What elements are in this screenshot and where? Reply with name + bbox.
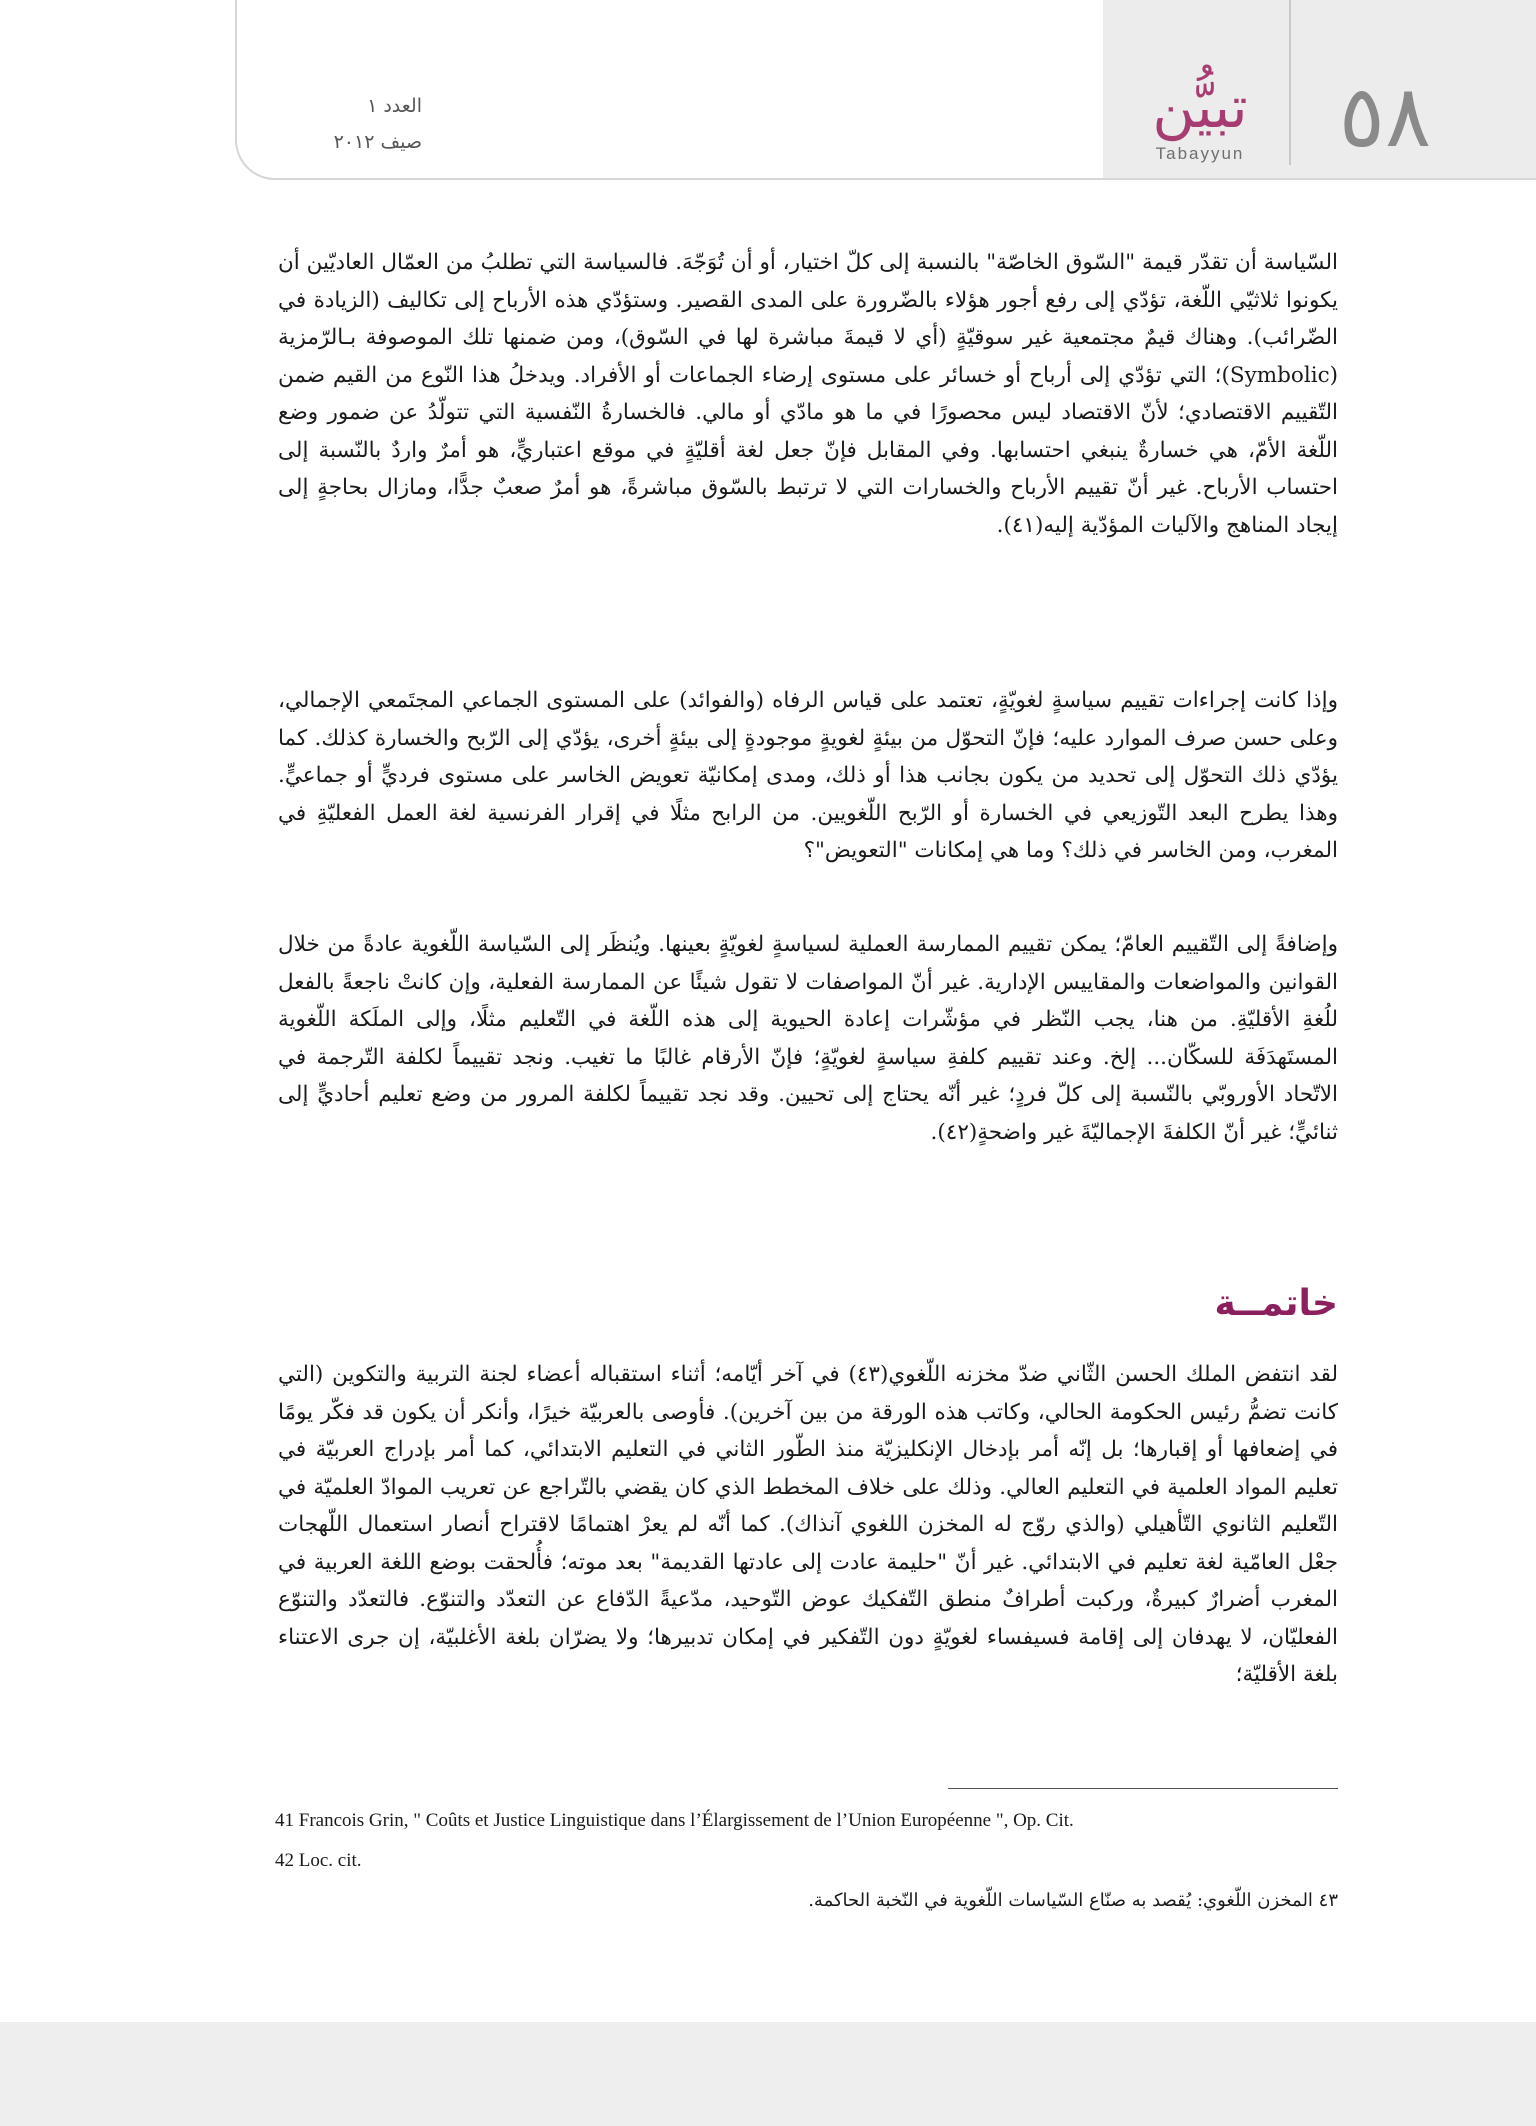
issue-number: العدد ١ [367, 95, 422, 117]
body-paragraph: لقد انتفض الملك الحسن الثّاني ضدّ مخزنه اللّغوي(٤٣) في آخر أيّامه؛ أثناء استقباله أعضاء لجنة التربية والتكوين (التي كانت تضمُّ رئيس الحكومة الحالي، وكاتب هذه الورقة من بين آخرين). فأوصى بالعربيّة خيرًا، وأنكر أن يكون قد فكّر يومًا في إضعافها أو إقبارها؛ بل إنّه أمر بإدخال الإنكليزيّة منذ الطّور الثاني في التعليم الابتدائي، كما أمر بإدراج العربيّة في تعليم المواد العلمية في التعليم العالي. وذلك على خلاف المخطط الذي كان يقضي بالتّراجع عن تعريب الموادّ العلميّة في التّعليم الثانوي التّأهيلي (والذي روّج له المخزن اللغوي آنذاك). كما أنّه لم يعرْ اهتمامًا لاقتراح أنصار استعمال اللّهجات جعْل العامّية لغة تعليم في الابتدائي. غير أنّ "حليمة عادت إلى عادتها القديمة" بعد موته؛ فأُلحقت بوضع اللغة العربية في المغرب أضرارٌ كبيرةٌ، وركبت أطرافٌ منطق التّفكيك عوض التّوحيد، مدّعيةً الدّفاع عن التعدّد والتنوّع. فالتعدّد والتنوّع الفعليّان، لا يهدفان إلى إقامة فسيفساء لغويّةٍ دون التّفكير في إمكان تدبيرها؛ ولا يضرّان بلغة الأغلبيّة، إن جرى الاعتناء بلغة الأقليّة؛ [278, 1362, 1338, 1687]
logo-arabic: تبيُّن [1152, 73, 1248, 141]
body-paragraph: السّياسة أن تقدّر قيمة "السّوق الخاصّة" بالنسبة إلى كلّ اختيار، أو أن تُوَجّهَ. فالسياسة التي تطلبُ من العمّال العاديّين أن يكونوا ثلاثيّي اللّغة، تؤدّي إلى رفع أجور هؤلاء بالضّرورة على المدى القصير. وستؤدّي هذه الأرباح إلى تكاليف (الزيادة في الضّرائب). وهناك قيمٌ مجتمعية غير سوقيّةٍ (أي لا قيمةَ مباشرة لها في السّوق)، ومن ضمنها تلك الموصوفة بـالرّمزية (Symbolic)؛ التي تؤدّي إلى أرباح أو خسائر على مستوى إرضاء الجماعات أو الأفراد. ويدخلُ هذا النّوع من القيم ضمن التّقييم الاقتصادي؛ لأنّ الاقتصاد ليس محصورًا في ما هو مادّي أو مالي. فالخسارةُ النّفسية التي تتولّدُ عن ضمور وضع اللّغة الأمّ، هي خسارةٌ ينبغي احتسابها. وفي المقابل فإنّ جعل لغة أقليّةٍ في موقع اعتباريٍّ، هو أمرٌ واردٌ بالنّسبة إلى احتساب الأرباح. غير أنّ تقييم الأرباح والخسارات التي لا ترتبط بالسّوق مباشرةً، هو أمرٌ صعبٌ جدًّا، ومازال بحاجةٍ إلى إيجاد المناهج والآليات المؤدّية إليه(٤١). [278, 250, 1338, 538]
header-divider [1289, 0, 1291, 165]
footnote-42: 42 Loc. cit. [275, 1850, 362, 1871]
logo-latin: Tabayyun [1155, 144, 1245, 163]
body-paragraph: وإضافةً إلى التّقييم العامّ؛ يمكن تقييم الممارسة العملية لسياسةٍ لغويّةٍ بعينها. ويُنظَر إلى السّياسة اللّغوية عادةً من خلال القوانين والمواضعات والمقاييس الإدارية. غير أنّ المواصفات لا تقول شيئًا عن الممارسة الفعلية، وإن كانتْ ناجعةً بالفعل للُغةِ الأقليّةِ. من هنا، يجب النّظر في مؤشّرات إعادة الحيوية إلى هذه اللّغة في التّعليم مثلًا، وإلى الملَكة اللّغوية المستَهدَفَة للسكّان... إلخ. وعند تقييم كلفةِ سياسةٍ لغويّةٍ؛ فإنّ الأرقام غالبًا ما تغيب. ونجد تقييماً لكلفة التّرجمة في الاتّحاد الأوروبّي بالنّسبة إلى كلّ فردٍ؛ غير أنّه يحتاج إلى تحيين. وقد نجد تقييماً لكلفة المرور من وضع تعليم أحاديٍّ إلى ثنائيٍّ؛ غير أنّ الكلفةَ الإجماليّةَ غير واضحةٍ(٤٢). [278, 932, 1338, 1145]
footnote-separator [948, 1788, 1338, 1789]
section-title-conclusion: خاتمــة [1214, 1283, 1338, 1324]
footer-band [0, 2022, 1536, 2126]
issue-info [262, 88, 422, 160]
body-paragraph: وإذا كانت إجراءات تقييم سياسةٍ لغويّةٍ، تعتمد على قياس الرفاه (والفوائد) على المستوى الجماعي المجتَمعي الإجمالي، وعلى حسن صرف الموارد عليه؛ فإنّ التحوّل من بيئةٍ لغويةٍ موجودةٍ إلى بيئةٍ أخرى، يؤدّي إلى الرّبح والخسارة كذلك. كما يؤدّي ذلك التحوّل إلى تحديد من يكون بجانب هذا أو ذلك، ومدى إمكانيّة تعويض الخاسر على مستوى فرديٍّ أو جماعيٍّ. وهذا يطرح البعد التّوزيعي في الخسارة أو الرّبح اللّغويين. من الرابح مثلًا في إقرار الفرنسية لغة العمل الفعليّةِ في المغرب، ومن الخاسر في ذلك؟ وما هي إمكانات "التعويض"؟ [278, 688, 1338, 863]
page-number: ٥٨ [1338, 67, 1432, 167]
journal-logo [1120, 70, 1280, 170]
footnote-41: 41 Francois Grin, " Coûts et Justice Linguistique dans l’Élargissement de l’Union Européenne ", Op. Cit. [275, 1810, 1074, 1831]
issue-season: صيف ٢٠١٢ [333, 131, 422, 153]
footnote-43: ٤٣ المخزن اللّغوي: يُقصد به صنّاع السّياسات اللّغوية في النّخبة الحاكمة. [808, 1890, 1338, 1911]
